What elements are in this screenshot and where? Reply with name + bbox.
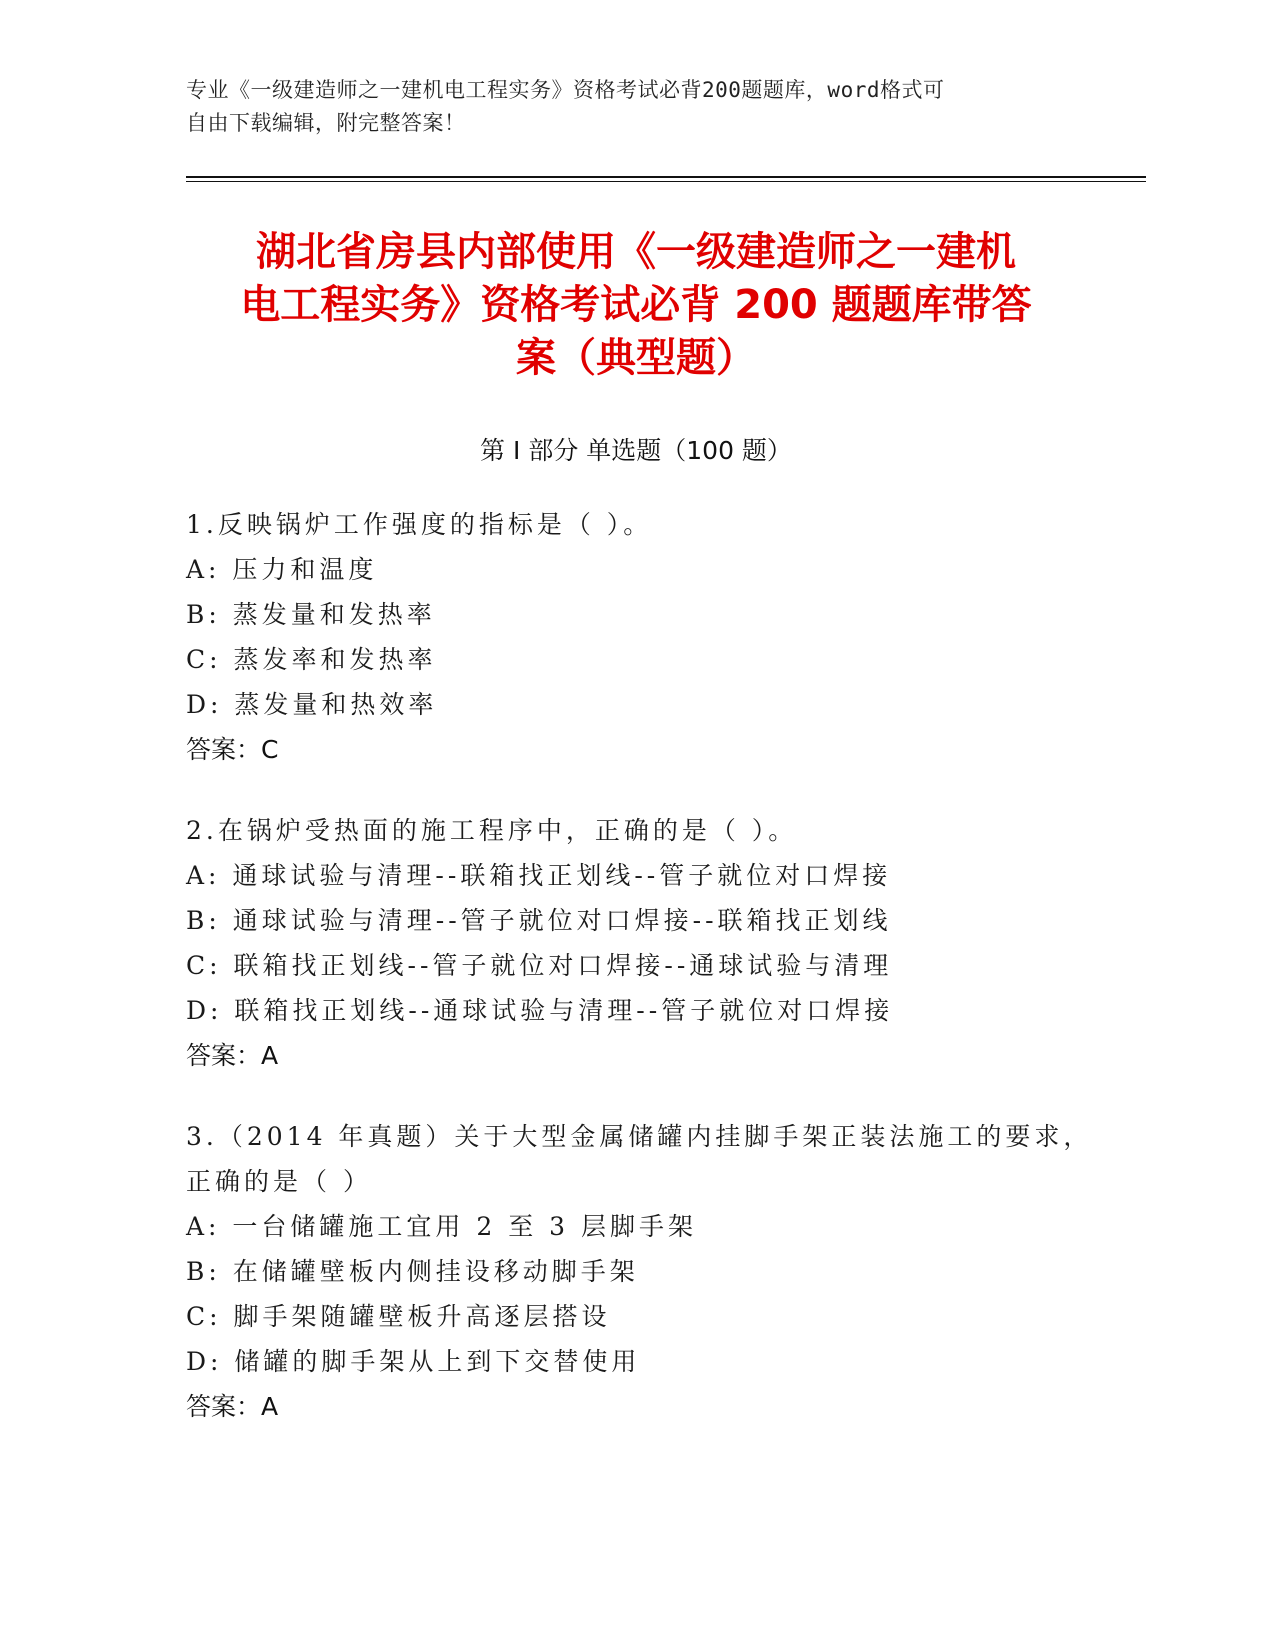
question-stem-line-2: 正确的是（ ）	[186, 1167, 372, 1196]
option-b: B: 通球试验与清理--管子就位对口焊接--联箱找正划线	[186, 906, 892, 935]
option-c: C: 联箱找正划线--管子就位对口焊接--通球试验与清理	[186, 951, 893, 980]
header-divider-thin	[186, 181, 1146, 182]
question-stem-line-1: 3.（2014 年真题）关于大型金属储罐内挂脚手架正装法施工的要求，	[186, 1122, 1093, 1151]
document-title-line-2: 电工程实务》资格考试必背 200 题题库带答	[240, 282, 1032, 328]
question-1	[186, 502, 1086, 772]
option-a: A: 一台储罐施工宜用 2 至 3 层脚手架	[186, 1212, 698, 1241]
option-a: A: 压力和温度	[186, 555, 378, 584]
section-title: 第 I 部分 单选题（100 题）	[480, 436, 792, 465]
answer: 答案：A	[186, 1392, 279, 1421]
option-a: A: 通球试验与清理--联箱找正划线--管子就位对口焊接	[186, 861, 892, 890]
header-note	[186, 74, 1066, 140]
header-note-line-1: 专业《一级建造师之一建机电工程实务》资格考试必背200题题库，word格式可	[186, 78, 945, 102]
option-c: C: 蒸发率和发热率	[186, 645, 437, 674]
question-2	[186, 808, 1086, 1078]
header-note-line-2: 自由下载编辑，附完整答案！	[186, 111, 466, 135]
header-divider-thick	[186, 176, 1146, 178]
option-d: D: 联箱找正划线--通球试验与清理--管子就位对口焊接	[186, 996, 894, 1025]
option-d: D: 储罐的脚手架从上到下交替使用	[186, 1347, 641, 1376]
answer: 答案：C	[186, 735, 279, 764]
question-stem: 1.反映锅炉工作强度的指标是（ ）。	[186, 510, 653, 539]
option-c: C: 脚手架随罐壁板升高逐层搭设	[186, 1302, 611, 1331]
question-stem: 2.在锅炉受热面的施工程序中，正确的是（ ）。	[186, 816, 798, 845]
option-d: D: 蒸发量和热效率	[186, 690, 438, 719]
question-3	[186, 1114, 1093, 1429]
document-title-line-3: 案（典型题）	[516, 335, 756, 381]
document-title-line-1: 湖北省房县内部使用《一级建造师之一建机	[256, 229, 1016, 275]
option-b: B: 在储罐壁板内侧挂设移动脚手架	[186, 1257, 639, 1286]
answer: 答案：A	[186, 1041, 279, 1070]
document-title	[186, 226, 1086, 385]
option-b: B: 蒸发量和发热率	[186, 600, 436, 629]
